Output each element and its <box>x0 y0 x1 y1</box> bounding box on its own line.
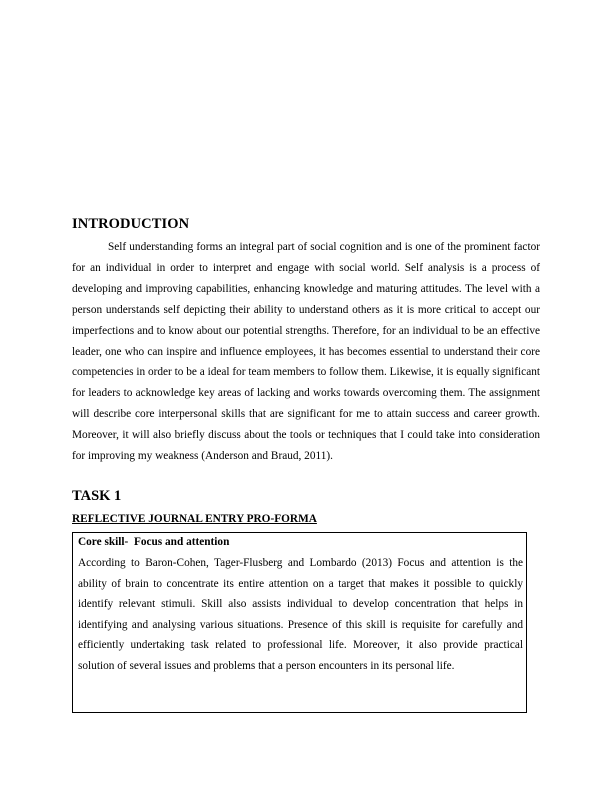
introduction-heading: INTRODUCTION <box>72 216 190 232</box>
core-skill-description: According to Baron-Cohen, Tager-Flusberg and Lombardo (2013) Focus and attention is the ability of brain to concentrate its entire attention on a target that makes it possible to quickly identify relevant stimuli. Skill also assists individual to develop concentration that helps in identifying and analysing various situations. Presence of this skill is requisite for carefully and efficiently undertaking task related to professional life. Moreover, it also provide practical solution of several issues and problems that a person encounters in its personal life. <box>78 557 523 672</box>
core-skill-title: Core skill- Focus and attention <box>78 536 230 548</box>
journal-entry-box <box>72 532 527 713</box>
task-heading: TASK 1 <box>72 488 122 504</box>
task-subheading: REFLECTIVE JOURNAL ENTRY PRO-FORMA <box>72 513 317 525</box>
introduction-paragraph: Self understanding forms an integral part of social cognition and is one of the prominent factor for an individual in order to interpret and engage with social world. Self analysis is a process of developing and improving capabilities, enhancing knowledge and maturing attitudes. The level with a person understands self depicting their ability to understand others as it is more critical to accept our imperfections and to know about our potential strengths. Therefore, for an individual to be an effective leader, one who can inspire and influence employees, it has becomes essential to understand their core competencies in order to be a ideal for team members to follow them. Likewise, it is equally significant for leaders to acknowledge key areas of lacking and works towards overcoming them. The assignment will describe core interpersonal skills that are significant for me to attain success and career growth. Moreover, it will also briefly discuss about the tools or techniques that I could take into consideration for improving my weakness (Anderson and Braud, 2011). <box>72 241 540 463</box>
